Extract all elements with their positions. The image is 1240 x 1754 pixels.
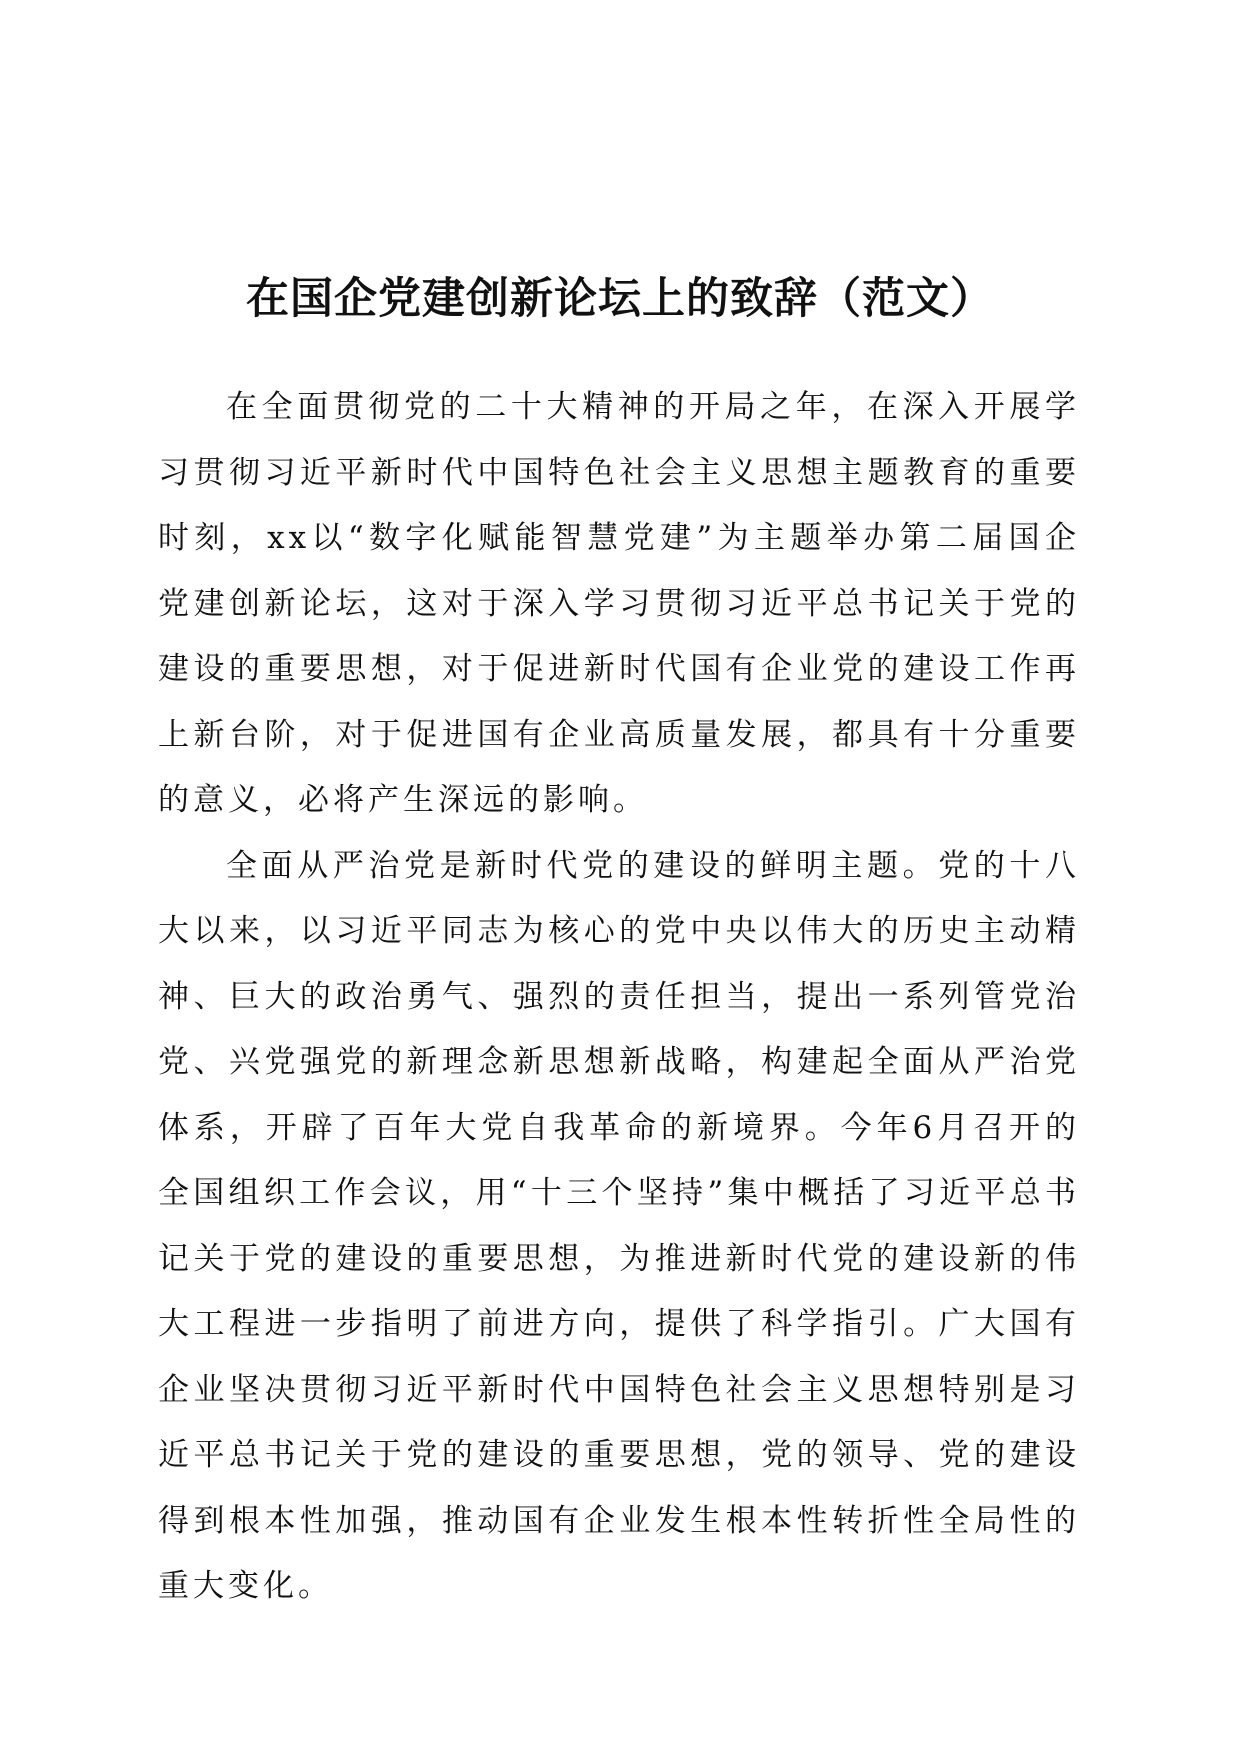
document-body <box>158 375 1080 1620</box>
paragraph-1: 在全面贯彻党的二十大精神的开局之年，在深入开展学习贯彻习近平新时代中国特色社会主义思想主题教育的重要时刻，xx以“数字化赋能智慧党建”为主题举办第二届国企党建创新论坛，这对于深入学习贯彻习近平总书记关于党的建设的重要思想，对于促进新时代国有企业党的建设工作再上新台阶，对于促进国有企业高质量发展，都具有十分重要的意义，必将产生深远的影响。 <box>158 389 1080 818</box>
document-title: 在国企党建创新论坛上的致辞（范文） <box>246 273 994 324</box>
paragraph-2: 全面从严治党是新时代党的建设的鲜明主题。党的十八大以来，以习近平同志为核心的党中央以伟大的历史主动精神、巨大的政治勇气、强烈的责任担当，提出一系列管党治党、兴党强党的新理念新思想新战略，构建起全面从严治党体系，开辟了百年大党自我革命的新境界。今年6月召开的全国组织工作会议，用“十三个坚持”集中概括了习近平总书记关于党的建设的重要思想，为推进新时代党的建设新的伟大工程进一步指明了前进方向，提供了科学指引。广大国有企业坚决贯彻习近平新时代中国特色社会主义思想特别是习近平总书记关于党的建设的重要思想，党的领导、党的建设得到根本性加强，推动国有企业发生根本性转折性全局性的重大变化。 <box>158 847 1080 1604</box>
